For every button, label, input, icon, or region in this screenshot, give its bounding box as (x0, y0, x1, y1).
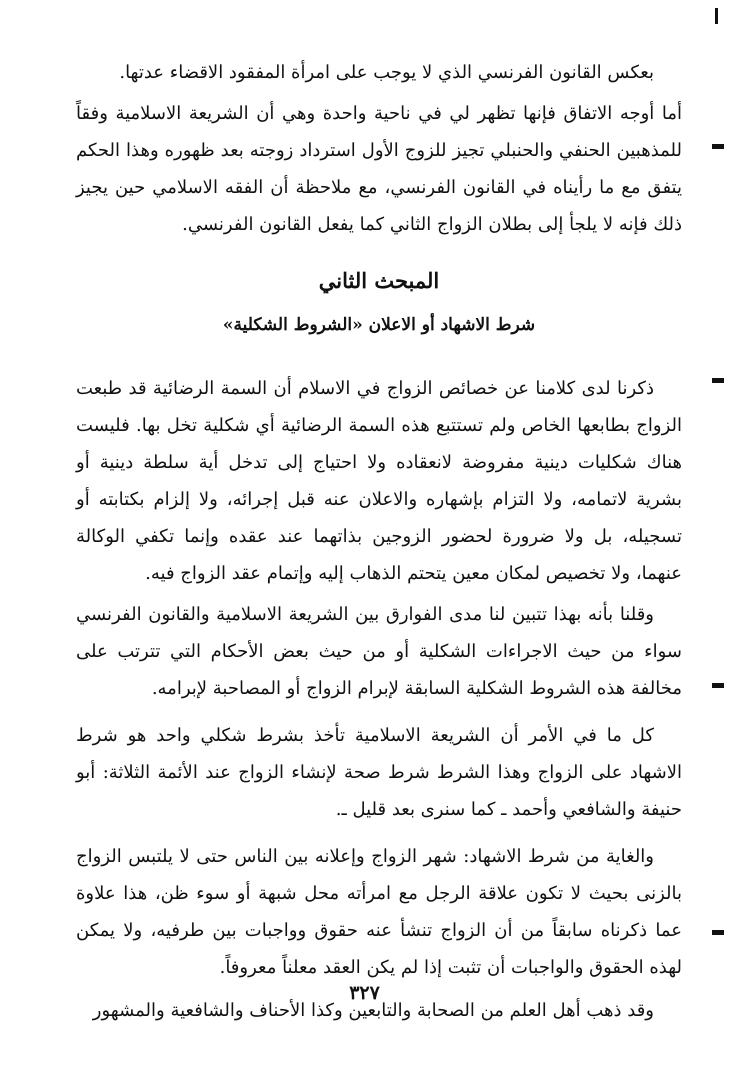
section-subtitle: شرط الاشهاد أو الاعلان «الشروط الشكلية» (222, 315, 536, 335)
section-title: المبحث الثاني (318, 268, 440, 293)
paragraph-6: والغاية من شرط الاشهاد: شهر الزواج وإعلانه بين الناس حتى لا يلتبس الزواج بالزنى بحيث لا تكون علاقة الرجل مع امرأته محل شبهة أو سوء ظن، هذا علاوة عما ذكرناه سابقاً من أن الزواج تنشأ عنه حقوق وواجبات بين طرفيه، ولا يمكن لهذه الحقوق والواجبات أن تثبت إذا لم يكن العقد معلناً معروفاً. (76, 846, 682, 978)
margin-mark (712, 378, 724, 383)
page-number: ٣٢٧ (349, 982, 380, 1004)
corner-tick-mark (715, 8, 718, 24)
paragraph-3: ذكرنا لدى كلامنا عن خصائص الزواج في الاسلام أن السمة الرضائية قد طبعت الزواج بطابعها الخاص ولم تستتبع هذه السمة الرضائية أي شكلية تخل بها. فليست هناك شكليات دينية مفروضة لانعقاده ولا احتياج إلى تدخل أية سلطة دينية أو بشرية لاتمامه، ولا التزام بإشهاره والاعلان عنه قبل إجرائه، ولا إلزام بكتابته أو تسجيله، بل ولا ضرورة لحضور الزوجين بذاتهما عند عقده وإنما تكفي الوكالة عنهما، ولا تخصيص لمكان معين يتحتم الذهاب إليه وإتمام عقد الزواج فيه. (76, 378, 682, 584)
top-text-block (76, 54, 682, 243)
paragraph-1: بعكس القانون الفرنسي الذي لا يوجب على امرأة المفقود الاقضاء عدتها. (119, 62, 654, 83)
main-text-block (76, 370, 682, 1029)
margin-mark (712, 144, 724, 149)
paragraph-4: وقلنا بأنه بهذا تتبين لنا مدى الفوارق بين الشريعة الاسلامية والقانون الفرنسي سواء من حيث الاجراءات الشكلية أو من حيث بعض الأحكام التي تترتب على مخالفة هذه الشروط الشكلية السابقة لإبرام الزواج أو المصاحبة لإبرامه. (76, 604, 682, 699)
paragraph-7: وقد ذهب أهل العلم من الصحابة والتابعين وكذا الأحناف والشافعية والمشهور (92, 1000, 654, 1021)
margin-mark (712, 683, 724, 688)
paragraph-5: كل ما في الأمر أن الشريعة الاسلامية تأخذ بشرط شكلي واحد هو شرط الاشهاد على الزواج وهذا الشرط شرط صحة لإنشاء الزواج عند الأئمة الثلاثة: أبو حنيفة والشافعي وأحمد ـ كما سنرى بعد قليل ـ. (76, 725, 682, 820)
paragraph-2: أما أوجه الاتفاق فإنها تظهر لي في ناحية واحدة وهي أن الشريعة الاسلامية وفقاً للمذهبين الحنفي والحنبلي تجيز للزوج الأول استرداد زوجته بعد ظهوره وهذا الحكم يتفق مع ما رأيناه في القانون الفرنسي، مع ملاحظة أن الفقه الاسلامي حين يجيز ذلك فإنه لا يلجأ إلى بطلان الزواج الثاني كما يفعل القانون الفرنسي. (76, 103, 682, 235)
margin-mark (712, 930, 724, 935)
